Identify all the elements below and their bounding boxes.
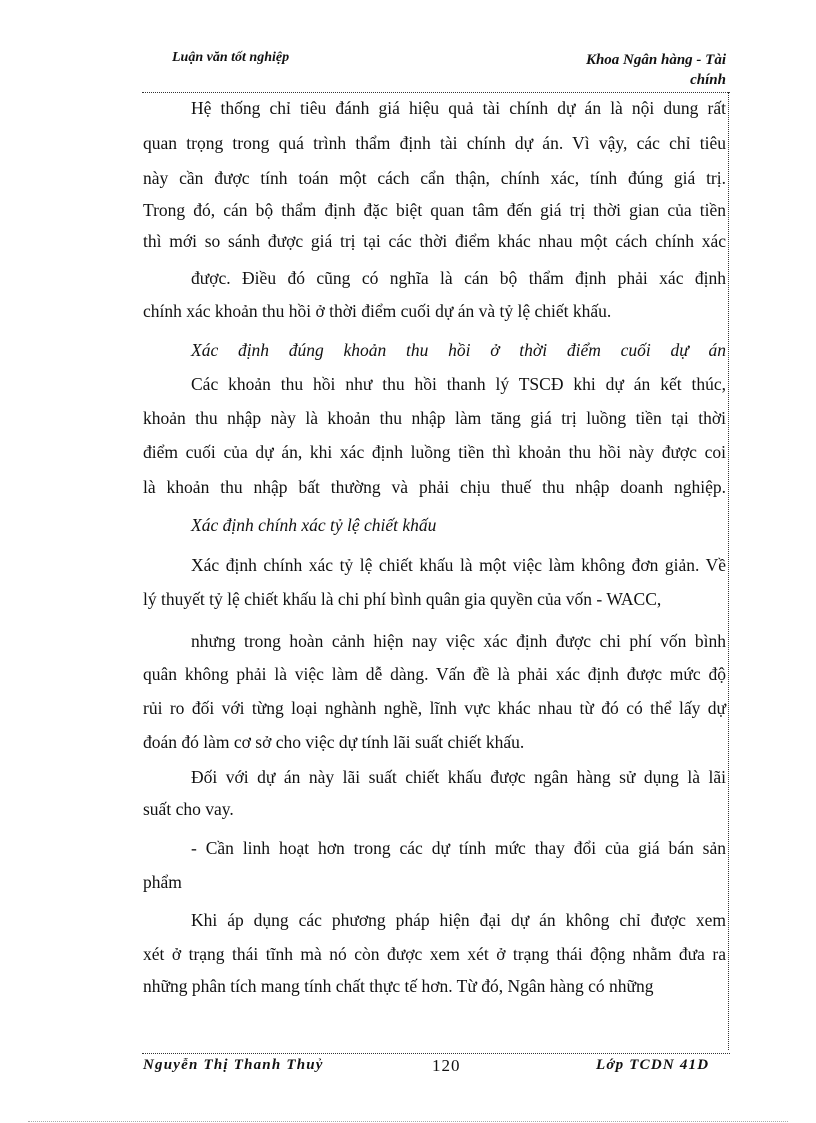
footer-divider	[142, 1053, 730, 1054]
header-department	[560, 50, 726, 90]
body-line: - Cần linh hoạt hơn trong các dự tính mức thay đổi của giá bán sản	[191, 838, 726, 858]
body-line: Trong đó, cán bộ thẩm định đặc biệt quan tâm đến giá trị thời gian của tiền	[143, 200, 726, 220]
body-line: xét ở trạng thái tĩnh mà nó còn được xem xét ở trạng thái động nhằm đưa ra	[143, 944, 726, 964]
body-line: điểm cuối của dự án, khi xác định luồng tiền thì khoản thu hồi này được coi	[143, 442, 726, 462]
body-line: những phân tích mang tính chất thực tế hơn. Từ đó, Ngân hàng có những	[143, 976, 654, 996]
header-title: Luận văn tốt nghiệp	[172, 50, 290, 65]
body-line: Các khoản thu hồi như thu hồi thanh lý TSCĐ khi dự án kết thúc,	[191, 374, 726, 394]
body-line: Hệ thống chỉ tiêu đánh giá hiệu quả tài chính dự án là nội dung rất	[191, 98, 726, 118]
body-line: quân không phải là việc làm dễ dàng. Vấn đề là phải xác định được mức độ	[143, 664, 726, 684]
subheading-discount-rate: Xác định chính xác tỷ lệ chiết khấu	[191, 515, 437, 535]
header-department-line1: Khoa Ngân hàng - Tài	[585, 52, 726, 68]
body-line: thì mới so sánh được giá trị tại các thời điểm khác nhau một cách chính xác	[143, 231, 726, 251]
right-margin-rule	[728, 92, 729, 1050]
body-line: nhưng trong hoàn cảnh hiện nay việc xác định được chi phí vốn bình	[191, 631, 726, 651]
body-line: được. Điều đó cũng có nghĩa là cán bộ thẩm định phải xác định	[191, 268, 726, 288]
footer-class: Lớp TCDN 41D	[596, 1057, 710, 1073]
body-line: đoán đó làm cơ sở cho việc dự tính lãi suất chiết khấu.	[143, 732, 525, 752]
body-line: khoản thu nhập này là khoản thu nhập làm tăng giá trị luồng tiền tại thời	[143, 408, 726, 428]
body-line: chính xác khoản thu hồi ở thời điểm cuối dự án và tỷ lệ chiết khấu.	[143, 301, 612, 321]
header-divider	[142, 92, 730, 93]
footer-author: Nguyễn Thị Thanh Thuỷ	[143, 1057, 324, 1073]
page-bottom-rule	[28, 1121, 788, 1122]
body-line: lý thuyết tỷ lệ chiết khấu là chi phí bình quân gia quyền của vốn - WACC,	[143, 589, 662, 609]
body-line: Xác định chính xác tỷ lệ chiết khấu là một việc làm không đơn giản. Về	[191, 555, 726, 575]
body-line: này cần được tính toán một cách cẩn thận, chính xác, tính đúng giá trị.	[143, 168, 726, 188]
body-line: quan trọng trong quá trình thẩm định tài chính dự án. Vì vậy, các chỉ tiêu	[143, 133, 726, 153]
body-line: Khi áp dụng các phương pháp hiện đại dự án không chỉ được xem	[191, 910, 726, 930]
body-line: phẩm	[143, 872, 182, 892]
body-line: là khoản thu nhập bất thường và phải chịu thuế thu nhập doanh nghiệp.	[143, 477, 726, 497]
page-number: 120	[432, 1056, 461, 1075]
body-line: rủi ro đối với từng loại nghành nghề, lĩnh vực khác nhau từ đó có thể lấy dự	[143, 698, 726, 718]
body-line: suất cho vay.	[143, 799, 234, 819]
subheading-final-recovery: Xác định đúng khoản thu hồi ở thời điểm cuối dự án	[191, 340, 726, 360]
header-department-line2: chính	[690, 72, 726, 88]
body-line: Đối với dự án này lãi suất chiết khấu được ngân hàng sử dụng là lãi	[191, 767, 726, 787]
